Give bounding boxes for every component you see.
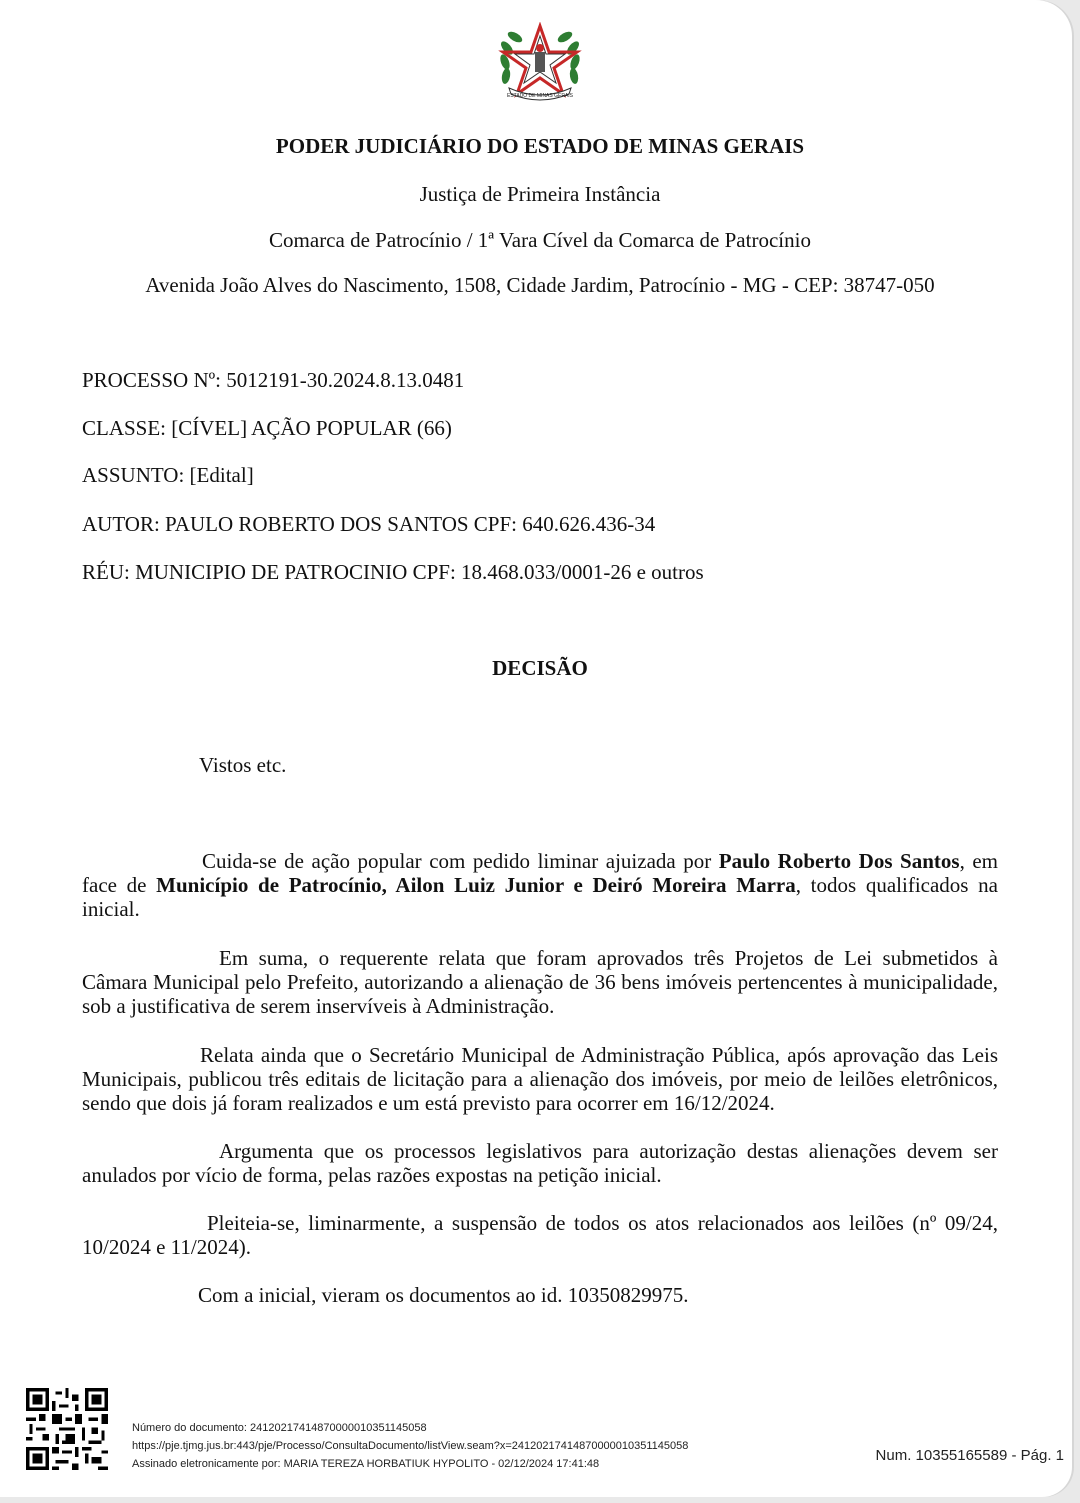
assunto-field: ASSUNTO: [Edital] [82, 463, 254, 487]
decisao-heading: DECISÃO [492, 656, 588, 680]
paragraph-argumenta: Argumenta que os processos legislativos para autorização destas alienações devem ser anulados por vício de forma, pelas razões expostas na petição inicial. [82, 1139, 998, 1187]
court-title: PODER JUDICIÁRIO DO ESTADO DE MINAS GERAIS [275, 134, 805, 158]
paragraph-inicial: Com a inicial, vieram os documentos ao id. 10350829975. [198, 1283, 689, 1307]
author-name: Paulo Roberto Dos Santos [718, 849, 960, 873]
classe-field: CLASSE: [CÍVEL] AÇÃO POPULAR (66) [82, 416, 452, 440]
defendants-names: Município de Patrocínio, Ailon Luiz Junior e Deiró Moreira Marra [156, 873, 796, 897]
paragraph-text: Cuida-se de ação popular com pedido liminar ajuizada por [202, 849, 719, 873]
paragraph-vistos: Vistos etc. [199, 753, 287, 777]
court-address: Avenida João Alves do Nascimento, 1508, Cidade Jardim, Patrocínio - MG - CEP: 38747-050 [145, 273, 935, 297]
page-number: Num. 10355165589 - Pág. 1 [875, 1447, 1064, 1464]
autor-field: AUTOR: PAULO ROBERTO DOS SANTOS CPF: 640.626.436-34 [82, 512, 656, 536]
paragraph-text: , todos qualificados na inicial. [82, 873, 998, 921]
paragraph-cuida-se [82, 849, 998, 921]
paragraph-pleiteia: Pleiteia-se, liminarmente, a suspensão de todos os atos relacionados aos leilões (nº 09/24, 10/2024 e 11/2024). [82, 1211, 998, 1259]
paragraph-text: , em face de [82, 849, 998, 897]
signature-info: Assinado eletronicamente por: MARIA TEREZA HORBATIUK HYPOLITO - 02/12/2024 17:41:48 [132, 1458, 600, 1470]
processo-field: PROCESSO Nº: 5012191-30.2024.8.13.0481 [82, 368, 465, 392]
minas-gerais-coat-of-arms-icon [495, 22, 585, 104]
court-instance: Justiça de Primeira Instância [419, 182, 661, 206]
crest-ribbon-text: ESTADO DE MINAS GERAIS [506, 93, 574, 99]
document-footer [132, 1419, 688, 1473]
document-number: Número do documento: 24120217414870000010351145058 [132, 1422, 427, 1434]
document-url-link[interactable]: https://pje.tjmg.jus.br:443/pje/Processo/ConsultaDocumento/listView.seam?x=24120217414870000010351145058 [132, 1440, 689, 1452]
reu-field: RÉU: MUNICIPIO DE PATROCINIO CPF: 18.468.033/0001-26 e outros [82, 560, 704, 584]
paragraph-relata: Relata ainda que o Secretário Municipal de Administração Pública, após aprovação das Leis Municipais, publicou três editais de licitação para a alienação dos imóveis, por meio de leilões eletrônicos, sendo que dois já foram realizados e um está previsto para ocorrer em 16/12/2024. [82, 1043, 998, 1115]
court-comarca: Comarca de Patrocínio / 1ª Vara Cível da Comarca de Patrocínio [269, 228, 811, 252]
paragraph-em-suma: Em suma, o requerente relata que foram aprovados três Projetos de Lei submetidos à Câmara Municipal pelo Prefeito, autorizando a alienação de 36 bens imóveis pertencentes à municipalidade, sob a justificativa de serem inservíveis à Administração. [82, 946, 998, 1018]
qr-code-icon[interactable] [26, 1388, 108, 1470]
